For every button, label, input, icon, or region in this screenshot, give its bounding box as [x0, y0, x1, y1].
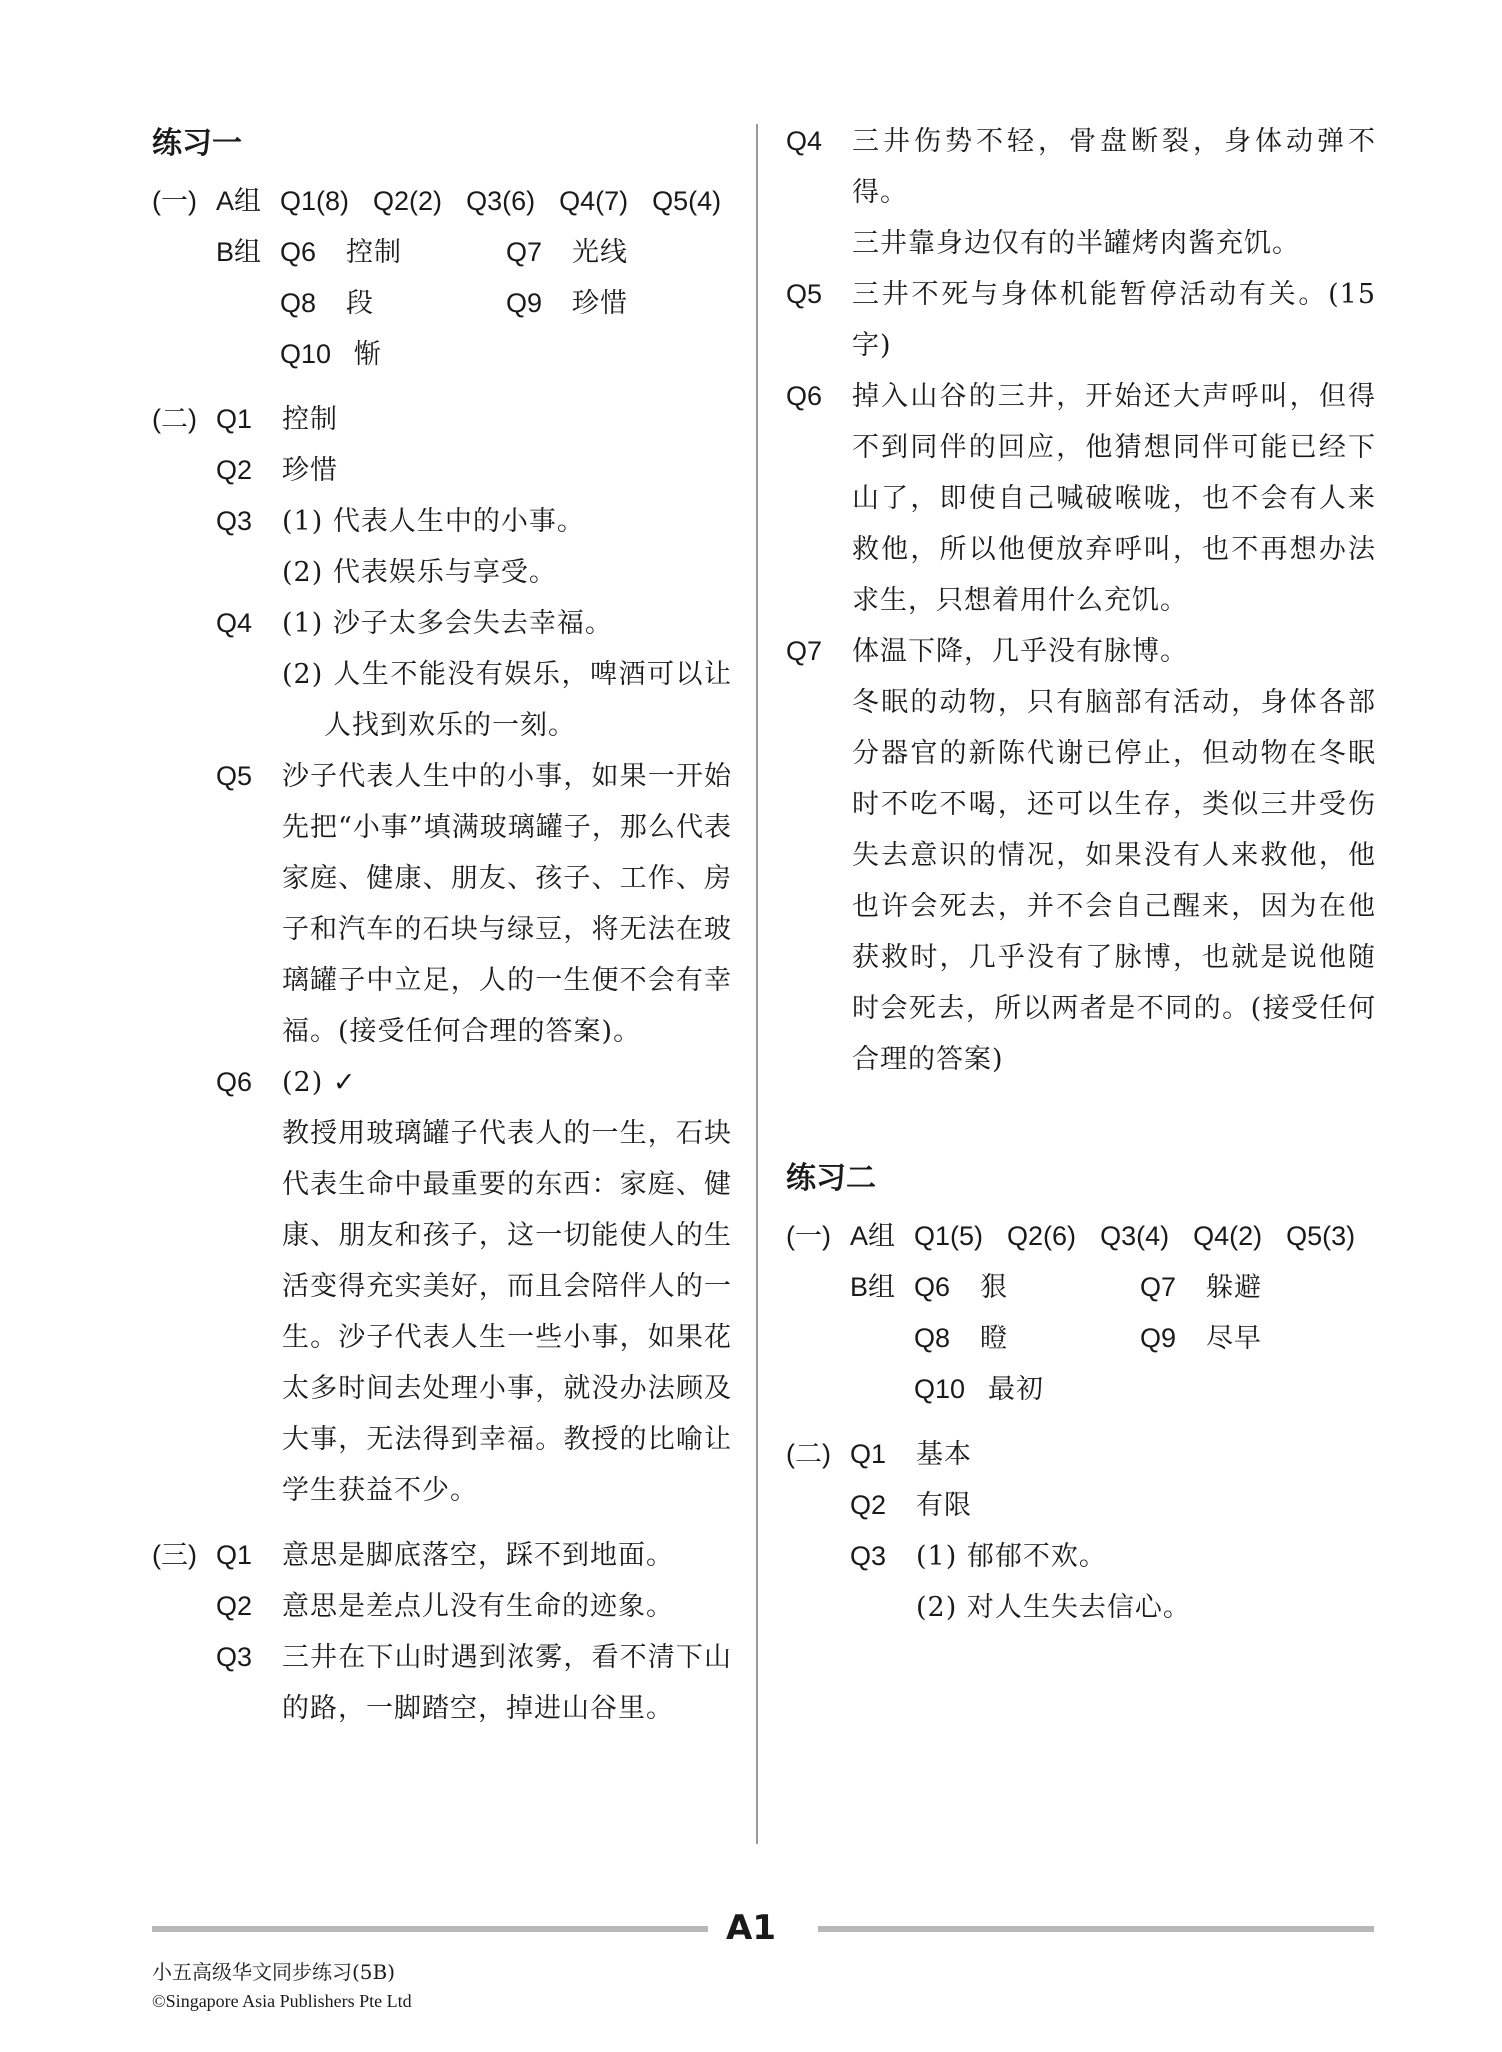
question-number: Q2 [216, 1591, 253, 1621]
page-number: A1 [726, 1908, 776, 1948]
answer-text: 意思是差点儿没有生命的迹象。 [282, 1591, 674, 1622]
question-number: Q4 [216, 608, 253, 638]
ex1-section-3-q4 [786, 116, 1376, 269]
answer-text: 三井靠身边仅有的半罐烤肉酱充饥。 [852, 228, 1300, 259]
left-column [152, 112, 732, 1734]
question-number: Q8 [280, 288, 317, 318]
copyright-notice: ©Singapore Asia Publishers Pte Ltd [152, 1991, 412, 2011]
group-b-label: B组 [216, 237, 262, 267]
answer-text: 最初 [988, 1374, 1044, 1405]
question-number: Q3 [850, 1541, 887, 1571]
answer-text: (2) 代表娱乐与享受。 [282, 557, 557, 588]
answer-item: Q5(3) [1286, 1221, 1356, 1251]
question-number: Q2 [850, 1490, 887, 1520]
question-number: Q7 [786, 636, 823, 666]
answer-item: Q5(4) [652, 186, 722, 216]
ex1-section-1-a [152, 176, 732, 227]
ex2-section-2-q2 [786, 1480, 1376, 1531]
ex2-q10-row [786, 1364, 1376, 1415]
answer-text: 基本 [916, 1439, 972, 1470]
ex1-section-3-q5 [786, 269, 1376, 371]
answer-text: 体温下降，几乎没有脉博。 [852, 636, 1188, 667]
answer-item: Q3(6) [466, 186, 536, 216]
group-a-label: A组 [216, 186, 262, 216]
answer-item: Q2(2) [373, 186, 443, 216]
question-number: Q6 [914, 1272, 951, 1302]
group-a-label: A组 [850, 1221, 896, 1251]
ex2-group-b-row [786, 1313, 1376, 1364]
question-number: Q3 [216, 1642, 253, 1672]
answer-text: 狠 [980, 1272, 1008, 1303]
answer-text: (2) 对人生失去信心。 [916, 1592, 1191, 1623]
exercise-2-title: 练习二 [786, 1161, 876, 1196]
answer-text: 瞪 [980, 1323, 1008, 1354]
question-number: Q10 [280, 339, 332, 369]
answer-item: Q4(7) [559, 186, 629, 216]
ex1-section-2-q6 [152, 1057, 732, 1516]
book-title: 小五高级华文同步练习(5B) [152, 1960, 396, 1984]
answer-text: 意思是脚底落空，踩不到地面。 [282, 1540, 674, 1571]
answer-text: 三井在下山时遇到浓雾，看不清下山的路，一脚踏空，掉进山谷里。 [282, 1642, 732, 1724]
ex1-section-3-q7 [786, 626, 1376, 1085]
question-number: Q6 [280, 237, 317, 267]
answer-text: 教授用玻璃罐子代表人的一生，石块代表生命中最重要的东西：家庭、健康、朋友和孩子，这一切能使人的生活变得充实美好，而且会陪伴人的一生。沙子代表人生一些小事，如果花太多时间去处理小事，就没办法顾及大事，无法得到幸福。教授的比喻让学生获益不少。 [282, 1118, 732, 1506]
ex2-section-2-q3 [786, 1531, 1376, 1633]
ex1-section-3-q1 [152, 1530, 732, 1581]
answer-text: 惭 [354, 339, 382, 370]
section-label: (二) [786, 1439, 831, 1469]
question-number: Q7 [506, 237, 543, 267]
group-b-label: B组 [850, 1272, 896, 1302]
question-number: Q10 [914, 1374, 966, 1404]
answer-text: 有限 [916, 1490, 972, 1521]
question-number: Q9 [1140, 1323, 1177, 1353]
answer-item: Q2(6) [1007, 1221, 1077, 1251]
ex2-section-1-a [786, 1211, 1376, 1262]
answer-text: 掉入山谷的三井，开始还大声呼叫，但得不到同伴的回应，他猜想同伴可能已经下山了，即使自己喊破喉咙，也不会有人来救他，所以他便放弃呼叫，也不再想办法求生，只想着用什么充饥。 [852, 381, 1376, 616]
question-number: Q5 [786, 279, 823, 309]
question-number: Q1 [216, 404, 253, 434]
answer-text: (2) 人生不能没有娱乐，啤酒可以让人找到欢乐的一刻。 [282, 659, 732, 741]
question-number: Q1 [216, 1540, 253, 1570]
answer-text: 控制 [282, 404, 338, 435]
ex1-section-2-q2 [152, 445, 732, 496]
answer-text: 珍惜 [572, 288, 628, 319]
question-number: Q4 [786, 126, 823, 156]
question-number: Q3 [216, 506, 253, 536]
answer-text: 段 [346, 288, 374, 319]
answer-text: (1) 郁郁不欢。 [916, 1541, 1107, 1572]
column-divider [756, 124, 758, 1844]
question-number: Q8 [914, 1323, 951, 1353]
answer-item: Q1(5) [914, 1221, 984, 1251]
question-number: Q2 [216, 455, 253, 485]
question-number: Q6 [216, 1067, 253, 1097]
answer-item: Q3(4) [1100, 1221, 1170, 1251]
ex1-section-2-q1 [152, 394, 732, 445]
answer-item: Q4(2) [1193, 1221, 1263, 1251]
ex1-section-3-q2 [152, 1581, 732, 1632]
answer-text: (1) 沙子太多会失去幸福。 [282, 608, 613, 639]
ex1-section-2-q4 [152, 598, 732, 751]
right-column [786, 116, 1376, 1633]
section-label: (三) [152, 1540, 197, 1570]
question-number: Q9 [506, 288, 543, 318]
section-label: (一) [786, 1221, 831, 1251]
question-number: Q7 [1140, 1272, 1177, 1302]
section-label: (一) [152, 186, 197, 216]
answer-text: 沙子代表人生中的小事，如果一开始先把“小事”填满玻璃罐子，那么代表家庭、健康、朋友、孩子、工作、房子和汽车的石块与绿豆，将无法在玻璃罐子中立足，人的一生便不会有幸福。(接受任何合理的答案)。 [282, 761, 732, 1047]
ex2-section-2-q1 [786, 1429, 1376, 1480]
answer-text: (2) ✓ [282, 1067, 357, 1098]
ex1-section-2-q5 [152, 751, 732, 1057]
ex1-q10-row [152, 329, 732, 380]
answer-text: 珍惜 [282, 455, 338, 486]
ex1-group-b-row [152, 278, 732, 329]
exercise-1-title: 练习一 [152, 126, 242, 161]
ex1-group-b-row [152, 227, 732, 278]
answer-text: 冬眠的动物，只有脑部有活动，身体各部分器官的新陈代谢已停止，但动物在冬眠时不吃不喝，还可以生存，类似三井受伤失去意识的情况，如果没有人来救他，他也许会死去，并不会自己醒来，因为在他获救时，几乎没有了脉博，也就是说他随时会死去，所以两者是不同的。(接受任何合理的答案) [852, 687, 1376, 1075]
answer-text: (1) 代表人生中的小事。 [282, 506, 585, 537]
question-number: Q6 [786, 381, 823, 411]
answer-text: 光线 [572, 237, 628, 268]
ex2-group-b-row [786, 1262, 1376, 1313]
ex1-section-3-q3 [152, 1632, 732, 1734]
answer-text: 三井不死与身体机能暂停活动有关。(15字) [852, 279, 1376, 361]
ex1-section-3-q6 [786, 371, 1376, 626]
ex1-section-2-q3 [152, 496, 732, 598]
answer-text: 躲避 [1206, 1272, 1262, 1303]
section-label: (二) [152, 404, 197, 434]
group-a-answers [280, 176, 732, 227]
question-number: Q1 [850, 1439, 887, 1469]
answer-text: 三井伤势不轻，骨盘断裂，身体动弹不得。 [852, 126, 1376, 208]
answer-text: 控制 [346, 237, 402, 268]
answer-text: 尽早 [1206, 1323, 1262, 1354]
answer-item: Q1(8) [280, 186, 350, 216]
question-number: Q5 [216, 761, 253, 791]
